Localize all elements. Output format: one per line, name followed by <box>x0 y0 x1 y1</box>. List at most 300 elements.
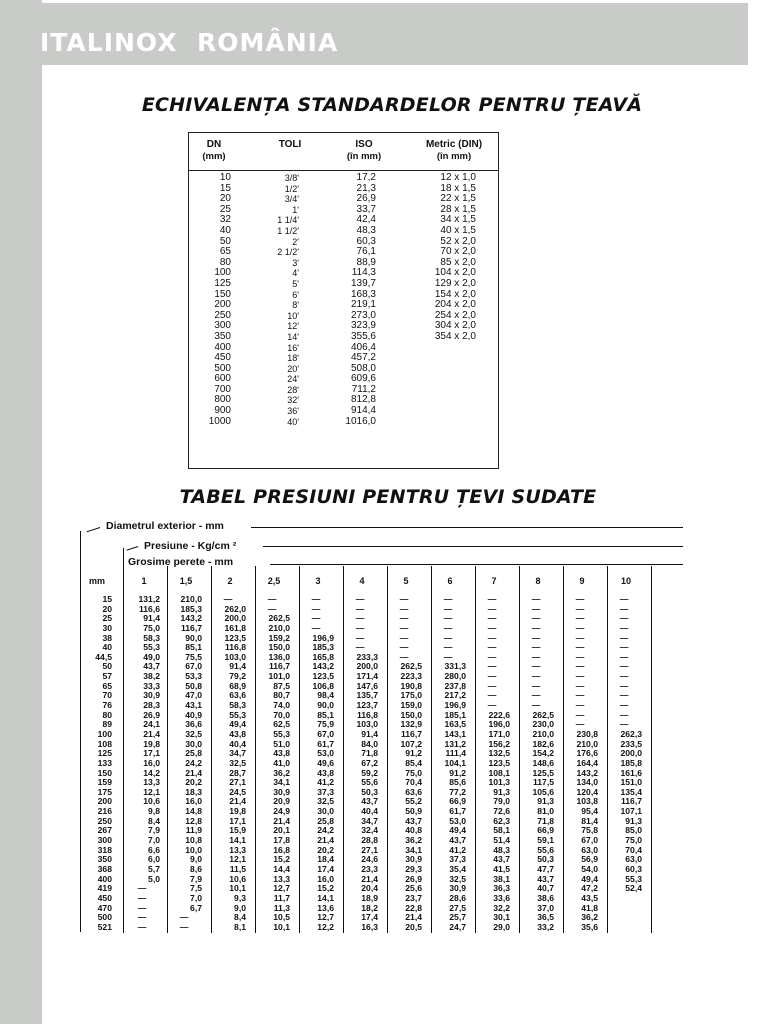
pressure-cell: 63,6 <box>405 786 422 797</box>
pressure-cell: 13,3 <box>143 777 160 788</box>
pressure-cell: 53,3 <box>185 671 202 682</box>
pressure-column <box>386 595 422 932</box>
pressure-cell: 33,6 <box>493 892 510 903</box>
pressure-cell: 12,1 <box>143 786 160 797</box>
pressure-cell: — <box>179 921 189 932</box>
pressure-cell: 15,2 <box>317 883 334 894</box>
pressure-cell: 196,9 <box>444 700 466 711</box>
pressure-cell: 10,0 <box>185 844 202 855</box>
pressure-column <box>342 595 378 932</box>
pressure-cell: 116,7 <box>180 622 202 633</box>
pressure-cell: 32,4 <box>361 825 378 836</box>
pressure-cell: 60,3 <box>625 863 642 874</box>
diameter-cell: 216 <box>97 806 112 817</box>
dn-cell: 700 <box>214 383 231 395</box>
toli-cell: 40' <box>287 416 299 427</box>
pressure-cell: 331,3 <box>444 661 466 672</box>
pressure-cell: 70,4 <box>405 777 422 788</box>
pressure-cell: — <box>355 613 365 624</box>
pressure-cell: 43,5 <box>581 892 598 903</box>
iso-cell: 609,6 <box>350 373 376 385</box>
pressure-cell: 75,8 <box>581 825 598 836</box>
bracket-corner-pressure <box>126 546 138 551</box>
diameter-cell: 125 <box>97 748 112 759</box>
pressure-cell: 32,5 <box>317 796 334 807</box>
header-toli <box>275 139 305 151</box>
header-iso <box>339 139 389 163</box>
pressure-cell: 27,1 <box>229 777 246 788</box>
pressure-cell: 43,7 <box>537 873 554 884</box>
din-cell: 104 x 2,0 <box>434 267 476 279</box>
pressure-cell: 5,7 <box>148 863 160 874</box>
pressure-cell: 11,9 <box>185 825 202 836</box>
pressure-cell: 103,0 <box>224 651 246 662</box>
pressure-cell: 25,8 <box>185 748 202 759</box>
pressure-cell: — <box>311 622 321 633</box>
pressure-cell: 16,0 <box>185 796 202 807</box>
diameter-cell: 89 <box>102 719 112 730</box>
pressure-cell: 123,5 <box>312 671 334 682</box>
pressure-cell: — <box>487 622 497 633</box>
pressure-cell: 18,9 <box>361 892 378 903</box>
pressure-cell: 50,3 <box>361 786 378 797</box>
pressure-cell: 25,8 <box>317 815 334 826</box>
pressure-cell: 51,0 <box>273 738 290 749</box>
pressure-cell: 21,4 <box>273 815 290 826</box>
pressure-cell: — <box>399 651 409 662</box>
pressure-cell: 262,5 <box>268 613 290 624</box>
pressure-cell: 24,2 <box>185 757 202 768</box>
pressure-cell: 70,0 <box>273 709 290 720</box>
pressure-cell: 53,0 <box>449 815 466 826</box>
pressure-cell: 28,6 <box>449 892 466 903</box>
pressure-cell: 17,1 <box>143 748 160 759</box>
thickness-header: 9 <box>579 576 585 586</box>
pressure-cell: 33,3 <box>143 680 160 691</box>
pressure-cell: 47,2 <box>581 883 598 894</box>
dn-cell: 600 <box>214 373 231 385</box>
toli-cell: 1' <box>292 204 299 215</box>
din-cell <box>421 343 476 354</box>
pressure-cell: 18,2 <box>361 902 378 913</box>
pressure-cell: 6,0 <box>148 854 160 865</box>
pressure-cell: 17,1 <box>229 815 246 826</box>
thickness-header: 1 <box>141 576 147 586</box>
pressure-cell: 32,5 <box>185 728 202 739</box>
pressure-cell: 33,2 <box>537 921 554 932</box>
dn-cell: 800 <box>214 394 231 406</box>
pressure-cell: 24,2 <box>317 825 334 836</box>
iso-cell: 139,7 <box>350 277 376 289</box>
pressure-cell: 106,8 <box>312 680 334 691</box>
diameter-cell: 159 <box>97 777 112 788</box>
pressure-cell: 143,2 <box>180 613 202 624</box>
pressure-column <box>298 595 334 932</box>
pressure-cell: 230,0 <box>532 719 554 730</box>
pressure-cell: — <box>487 700 497 711</box>
pressure-cell: — <box>575 632 585 643</box>
pressure-cell: 223,3 <box>400 671 422 682</box>
pressure-cell: 262,3 <box>620 728 642 739</box>
pressure-cell: 116,8 <box>356 709 378 720</box>
pressure-cell: 233,5 <box>620 738 642 749</box>
iso-cell: 914,4 <box>350 405 376 417</box>
pressure-cell: 101,3 <box>488 777 510 788</box>
brand-title: ITALINOX ROMÂNIA <box>40 28 339 57</box>
bracket-line-pressure <box>263 546 683 547</box>
diameter-cell: 57 <box>102 671 112 682</box>
pressure-cell: 143,1 <box>444 728 466 739</box>
thickness-header: 10 <box>620 576 631 586</box>
pressure-cell: 103,0 <box>356 719 378 730</box>
pressure-cell: 91,4 <box>143 613 160 624</box>
toli-cell: 3' <box>292 257 299 268</box>
pressure-cell: — <box>137 921 147 932</box>
pressure-cell: — <box>443 613 453 624</box>
pressure-cell: 36,2 <box>273 767 290 778</box>
pressure-cell: — <box>575 690 585 701</box>
pressure-cell: 10,1 <box>229 883 246 894</box>
pressure-cell: 136,0 <box>268 651 290 662</box>
pressure-cell: 11,5 <box>229 863 246 874</box>
diameter-cell: 250 <box>97 815 112 826</box>
iso-cell: 114,3 <box>351 267 376 279</box>
pressure-cell: 8,4 <box>148 815 160 826</box>
pressure-cell: 21,4 <box>317 835 334 846</box>
pressure-cell: 13,6 <box>317 902 334 913</box>
toli-cell: 6' <box>292 289 299 300</box>
pressure-cell <box>606 904 642 914</box>
toli-cell: 24' <box>287 374 299 385</box>
pressure-cell: — <box>531 622 541 633</box>
pressure-cell: 91,4 <box>361 728 378 739</box>
iso-cell: 168,3 <box>350 288 376 300</box>
pressure-cell: 135,7 <box>356 690 378 701</box>
pressure-cell: 43,8 <box>317 767 334 778</box>
pressure-cell: 5,0 <box>148 873 160 884</box>
dn-cell: 300 <box>214 320 231 332</box>
pressure-column <box>166 595 202 932</box>
pressure-cell: — <box>575 603 585 614</box>
pressure-cell: 123,5 <box>224 632 246 643</box>
din-cell: 154 x 2,0 <box>434 288 476 300</box>
pressure-cell: 175,0 <box>400 690 422 701</box>
pressure-cell: 24,5 <box>229 786 246 797</box>
diameter-cell: 20 <box>102 603 112 614</box>
din-cell: 18 x 1,5 <box>440 182 476 194</box>
header-din <box>417 139 491 163</box>
toli-cell: 1/2' <box>284 183 299 194</box>
pressure-cell: 80,7 <box>273 690 290 701</box>
pressure-cell: 123,5 <box>488 757 510 768</box>
pressure-cell: — <box>179 912 189 923</box>
pressure-cell: 58,3 <box>143 632 160 643</box>
pressure-cell: 41,2 <box>317 777 334 788</box>
pressure-cell: — <box>267 603 277 614</box>
iso-cell: 812,8 <box>350 394 376 406</box>
header-iso-unit: (în mm) <box>346 151 382 162</box>
column-toli <box>259 173 299 427</box>
din-cell: 28 x 1,5 <box>440 203 476 215</box>
din-cell: 12 x 1,0 <box>440 172 476 183</box>
pressure-cell: 91,3 <box>625 815 642 826</box>
pressure-cell: 21,4 <box>229 796 246 807</box>
pressure-cell: 28,3 <box>143 700 160 711</box>
pressure-cell: 185,1 <box>444 709 466 720</box>
pressure-cell: 70,4 <box>625 844 642 855</box>
pressure-cell: 34,7 <box>361 815 378 826</box>
pressure-cell: 107,2 <box>400 738 422 749</box>
section-title-equivalence: ECHIVALENȚA STANDARDELOR PENTRU ȚEAVĂ <box>141 94 643 116</box>
pressure-cell: 91,4 <box>229 661 246 672</box>
column-separator <box>651 566 652 933</box>
thickness-header: 3 <box>315 576 321 586</box>
header-dn <box>197 139 231 163</box>
pressure-cell: 6,7 <box>190 902 202 913</box>
pressure-cell: 30,9 <box>449 883 466 894</box>
pressure-cell: 161,6 <box>620 767 642 778</box>
iso-cell: 219,1 <box>350 299 376 311</box>
pressure-cell: 49,6 <box>317 757 334 768</box>
toli-cell: 18' <box>287 353 299 364</box>
din-cell <box>421 385 476 396</box>
toli-cell: 5' <box>292 278 299 289</box>
iso-cell: 323,9 <box>350 320 376 332</box>
diameter-cell: 150 <box>97 767 112 778</box>
pressure-cell: 38,6 <box>537 892 554 903</box>
pressure-cell: 49,4 <box>449 825 466 836</box>
pressure-cell: — <box>223 594 233 604</box>
pressure-cell: 55,3 <box>625 873 642 884</box>
dn-cell: 15 <box>219 182 231 194</box>
pressure-cell: 51,4 <box>493 835 510 846</box>
pressure-cell: 7,9 <box>148 825 160 836</box>
iso-cell: 48,3 <box>356 224 376 236</box>
diameter-cell: 44,5 <box>95 651 112 662</box>
diameter-cell: 40 <box>102 642 112 653</box>
pressure-cell: 7,0 <box>190 892 202 903</box>
pressure-cell: 11,7 <box>273 892 290 903</box>
pressure-cell: 15,2 <box>273 854 290 865</box>
pressure-cell: 28,7 <box>229 767 246 778</box>
pressure-cell: 55,3 <box>143 642 160 653</box>
dn-cell: 150 <box>214 288 231 300</box>
pressure-cell: 147,6 <box>356 680 378 691</box>
pressure-cell: 12,1 <box>229 854 246 865</box>
pressure-cell: 233,3 <box>356 651 378 662</box>
pressure-cell: 63,0 <box>581 844 598 855</box>
pressure-cell: 40,7 <box>537 883 554 894</box>
diameter-cell: 100 <box>97 728 112 739</box>
dn-cell: 250 <box>214 309 231 321</box>
pressure-cell: 75,0 <box>405 767 422 778</box>
pressure-cell: 164,4 <box>576 757 598 768</box>
pressure-cell: 41,2 <box>449 844 466 855</box>
pressure-cell: 15,9 <box>229 825 246 836</box>
pressure-cell: 32,5 <box>229 757 246 768</box>
pressure-cell: 75,0 <box>625 835 642 846</box>
pressure-cell: 163,5 <box>444 719 466 730</box>
pressure-cell: 210,0 <box>180 594 202 604</box>
iso-cell: 42,4 <box>356 214 376 226</box>
toli-cell: 12' <box>287 321 299 332</box>
pressure-cell: 56,9 <box>581 854 598 865</box>
diameter-cell: 200 <box>97 796 112 807</box>
pressure-cell <box>606 894 642 904</box>
pressure-cell: 8,6 <box>190 863 202 874</box>
pressure-cell: 7,9 <box>190 873 202 884</box>
pressure-cell: — <box>619 690 629 701</box>
thickness-header: 1,5 <box>179 576 193 586</box>
pressure-cell: 47,7 <box>537 863 554 874</box>
pressure-cell: 10,1 <box>273 921 290 932</box>
iso-cell: 457,2 <box>350 352 376 364</box>
pressure-cell: 12,7 <box>317 912 334 923</box>
pressure-column <box>518 595 554 932</box>
pressure-cell: 37,3 <box>449 854 466 865</box>
pressure-cell: 30,9 <box>143 690 160 701</box>
pressure-cell: — <box>443 651 453 662</box>
pressure-cell: 77,2 <box>449 786 466 797</box>
diameter-cell: 500 <box>97 912 112 923</box>
iso-cell: 1016,0 <box>345 415 376 427</box>
pressure-cell: 105,6 <box>532 786 554 797</box>
pressure-cell: — <box>399 613 409 624</box>
pressure-cell: 262,0 <box>224 603 246 614</box>
pressure-cell: 36,5 <box>537 912 554 923</box>
pressure-cell: 10,8 <box>185 835 202 846</box>
pressure-cell: — <box>619 651 629 662</box>
toli-cell: 1 1/2' <box>277 225 299 236</box>
pressure-cell: 50,9 <box>405 806 422 817</box>
pressure-cell: — <box>619 700 629 711</box>
pressure-cell: 143,2 <box>576 767 598 778</box>
pressure-cell: 13,3 <box>273 873 290 884</box>
pressure-cell: 185,8 <box>620 757 642 768</box>
diameter-cell: 300 <box>97 835 112 846</box>
pressure-cell: 171,4 <box>356 671 378 682</box>
pressure-cell: 49,0 <box>143 651 160 662</box>
pressure-cell: 103,8 <box>576 796 598 807</box>
pressure-cell: 79,0 <box>493 796 510 807</box>
pressure-cell: 18,3 <box>185 786 202 797</box>
pressure-cell: 62,3 <box>493 815 510 826</box>
pressure-cell: 30,9 <box>405 854 422 865</box>
pressure-cell: 20,1 <box>273 825 290 836</box>
pressure-cell: 36,6 <box>185 719 202 730</box>
pressure-cell: — <box>619 622 629 633</box>
pressure-cell: 21,4 <box>405 912 422 923</box>
pressure-cell: 6,6 <box>148 844 160 855</box>
pressure-cell: 55,6 <box>361 777 378 788</box>
pressure-cell: 61,7 <box>317 738 334 749</box>
pressure-cell: 38,1 <box>493 873 510 884</box>
pressure-cell: 20,9 <box>273 796 290 807</box>
pressure-cell: 190,8 <box>400 680 422 691</box>
pressure-cell: 59,1 <box>537 835 554 846</box>
din-cell: 304 x 2,0 <box>434 320 476 332</box>
pressure-cell: — <box>487 661 497 672</box>
iso-cell: 60,3 <box>356 235 376 247</box>
pressure-cell: 185,3 <box>180 603 202 614</box>
pressure-cell: — <box>355 622 365 633</box>
pressure-cell: 9,0 <box>234 902 246 913</box>
pressure-cell: — <box>531 671 541 682</box>
diameter-cell: 133 <box>97 757 112 768</box>
pressure-cell: 165,8 <box>312 651 334 662</box>
pressure-cell: 29,0 <box>493 921 510 932</box>
pressure-cell: 67,0 <box>185 661 202 672</box>
dn-cell: 65 <box>219 246 231 258</box>
pressure-column <box>210 595 246 932</box>
pressure-cell: 104,1 <box>444 757 466 768</box>
din-cell <box>421 406 476 417</box>
dn-cell: 50 <box>219 235 231 247</box>
pressure-cell: 156,2 <box>488 738 510 749</box>
pressure-cell: 19,8 <box>229 806 246 817</box>
diameter-cell: 70 <box>102 690 112 701</box>
header-din-unit: (în mm) <box>436 151 472 162</box>
pressure-cell: — <box>531 613 541 624</box>
pressure-cell: 71,8 <box>537 815 554 826</box>
pressure-cell: — <box>575 661 585 672</box>
pressure-cell: — <box>443 603 453 614</box>
pressure-cell: 116,7 <box>268 661 290 672</box>
thickness-header: 5 <box>403 576 409 586</box>
pressure-cell: 81,0 <box>537 806 554 817</box>
pressure-cell: — <box>487 680 497 691</box>
thickness-header: 8 <box>535 576 541 586</box>
pressure-cell: — <box>137 902 147 913</box>
pressure-cell: 111,4 <box>445 748 466 759</box>
column-diameters <box>82 595 112 932</box>
pressure-cell: 30,0 <box>317 806 334 817</box>
toli-cell: 3/4' <box>284 194 299 205</box>
toli-cell: 10' <box>287 310 299 321</box>
pressure-cell: 116,6 <box>138 603 160 614</box>
pressure-cell: — <box>575 613 585 624</box>
pressure-cell: 210,0 <box>532 728 554 739</box>
pressure-cell: — <box>487 594 497 604</box>
toli-cell: 32' <box>287 395 299 406</box>
pressure-cell: 63,6 <box>229 690 246 701</box>
pressure-cell: 132,5 <box>488 748 510 759</box>
din-cell: 22 x 1,5 <box>440 193 476 205</box>
pressure-cell: — <box>355 642 365 653</box>
pressure-column <box>606 595 642 932</box>
pressure-cell: 54,0 <box>581 863 598 874</box>
toli-cell: 20' <box>287 363 299 374</box>
pressure-cell: 12,7 <box>273 883 290 894</box>
pressure-cell: 66,9 <box>449 796 466 807</box>
pressure-cell: 135,4 <box>620 786 642 797</box>
pressure-cell <box>606 913 642 923</box>
pressure-cell: 8,1 <box>234 921 246 932</box>
din-cell <box>421 374 476 385</box>
pressure-cell: 9,0 <box>190 854 202 865</box>
iso-cell: 711,2 <box>351 383 376 395</box>
din-cell: 129 x 2,0 <box>434 277 476 289</box>
pressure-cell: 12,8 <box>185 815 202 826</box>
diameter-cell: 30 <box>102 622 112 633</box>
pressure-cell: 8,4 <box>234 912 246 923</box>
pressure-cell: — <box>575 651 585 662</box>
dn-cell: 32 <box>219 214 231 226</box>
pressure-cell: — <box>619 661 629 672</box>
pressure-cell: 58,3 <box>229 700 246 711</box>
pressure-cell: 85,0 <box>625 825 642 836</box>
dn-cell: 400 <box>214 341 231 353</box>
